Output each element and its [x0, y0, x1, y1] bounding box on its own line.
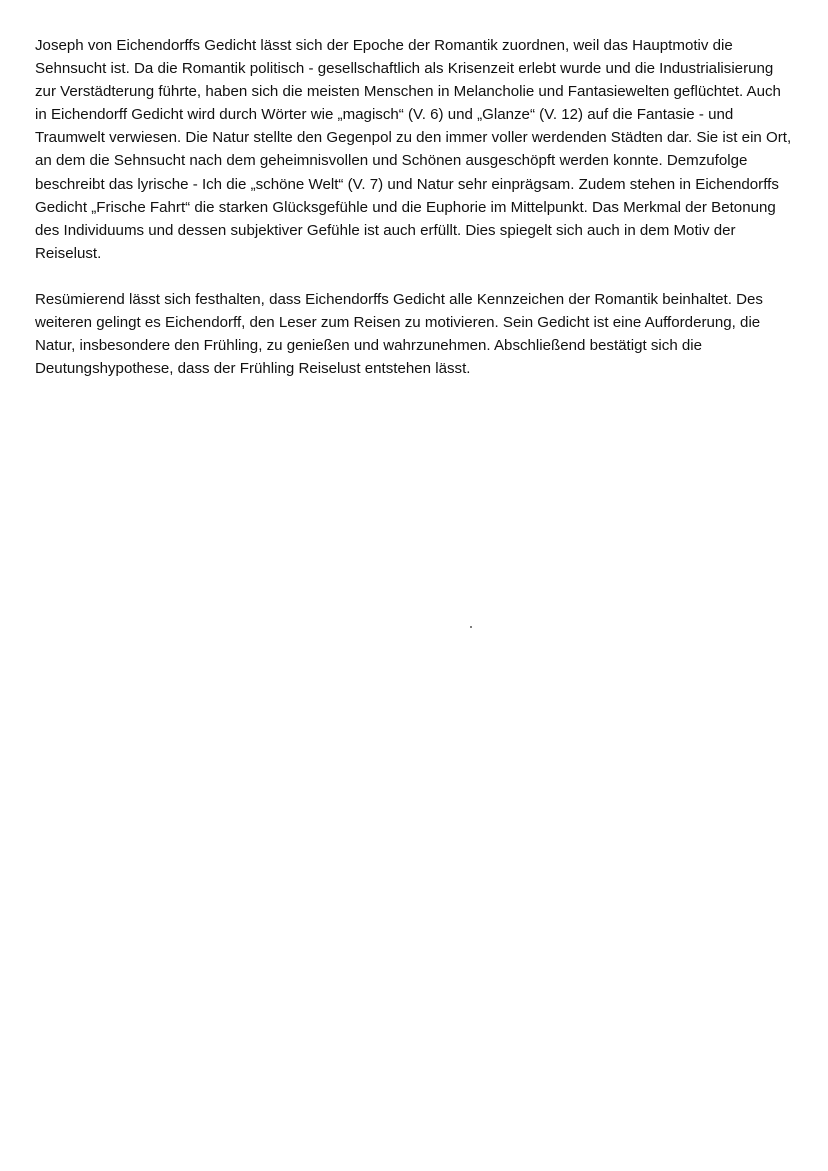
paragraph-1: Joseph von Eichendorffs Gedicht lässt sich der Epoche der Romantik zuordnen, weil das Hauptmotiv die Sehnsucht ist. Da die Romantik politisch - gesellschaftlich als Krisenzeit erlebt wurde und die Industrialisierung zur Verstädterung führte, haben sich die meisten Menschen in Melancholie und Fantasiewelten geflüchtet. Auch in Eichendorff Gedicht wird durch Wörter wie „magisch“ (V. 6) und „Glanze“ (V. 12) auf die Fantasie - und Traumwelt verwiesen. Die Natur stellte den Gegenpol zu den immer voller werdenden Städten dar. Sie ist ein Ort, an dem die Sehnsucht nach dem geheimnisvollen und Schönen ausgeschöpft werden konnte. Demzufolge beschreibt das lyrische - Ich die „schöne Welt“ (V. 7) und Natur sehr einprägsam. Zudem stehen in Eichendorffs Gedicht „Frische Fahrt“ die starken Glücksgefühle und die Euphorie im Mittelpunkt. Das Merkmal der Betonung des Individuums und dessen subjektiver Gefühle ist auch erfüllt. Dies spiegelt sich auch in dem Motiv der Reiselust.	[35, 37, 792, 262]
document-body	[35, 34, 795, 403]
stray-dot-mark	[470, 626, 472, 628]
paragraph-2: Resümierend lässt sich festhalten, dass Eichendorffs Gedicht alle Kennzeichen der Romantik beinhaltet. Des weiteren gelingt es Eichendorff, den Leser zum Reisen zu motivieren. Sein Gedicht ist eine Aufforderung, die Natur, insbesondere den Frühling, zu genießen und wahrzunehmen. Abschließend bestätigt sich die Deutungshypothese, dass der Frühling Reiselust entstehen lässt.	[35, 290, 763, 378]
